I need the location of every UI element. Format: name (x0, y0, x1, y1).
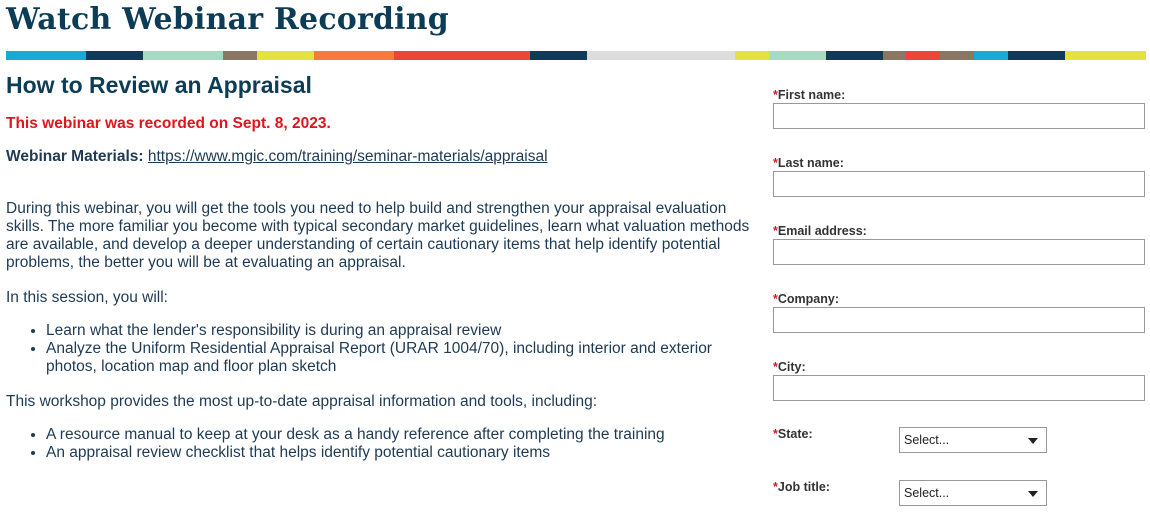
state-select-value: Select... (904, 433, 950, 447)
job-title-label-text: Job title: (777, 480, 830, 494)
list-item: • An appraisal review checklist that helps identify potential cautionary items (46, 444, 756, 462)
stripe-segment (826, 51, 883, 60)
stripe-segment (86, 51, 143, 60)
first-name-field[interactable] (773, 103, 1145, 129)
city-label (773, 360, 1145, 374)
job-title-select-value: Select... (904, 486, 950, 500)
city-row (773, 360, 1145, 401)
decorative-color-stripe (6, 51, 1146, 60)
stripe-segment (223, 51, 257, 60)
chevron-down-icon (1028, 438, 1038, 444)
city-label-text: City: (777, 360, 806, 374)
stripe-segment (314, 51, 394, 60)
list-item: • A resource manual to keep at your desk as a handy reference after completing the training (46, 426, 756, 444)
webinar-details (6, 72, 756, 462)
required-marker: * (773, 427, 778, 441)
stripe-segment (906, 51, 940, 60)
first-name-label-text: First name: (777, 88, 846, 102)
company-field[interactable] (773, 307, 1145, 333)
stripe-segment (974, 51, 1008, 60)
email-label (773, 224, 1145, 238)
session-list (6, 322, 756, 376)
required-marker: * (773, 480, 778, 494)
required-marker: * (773, 88, 778, 102)
webinar-materials (6, 148, 756, 166)
company-label (773, 292, 1145, 306)
stripe-segment (6, 51, 86, 60)
job-title-select[interactable] (899, 480, 1047, 506)
stripe-segment (735, 51, 769, 60)
state-label-text: State: (777, 427, 813, 441)
materials-link[interactable]: https://www.mgic.com/training/seminar-materials/appraisal (147, 148, 548, 165)
stripe-segment (394, 51, 530, 60)
last-name-label-text: Last name: (777, 156, 844, 170)
job-title-row (773, 480, 1146, 510)
chevron-down-icon (1028, 491, 1038, 497)
stripe-segment (883, 51, 906, 60)
last-name-field[interactable] (773, 171, 1145, 197)
session-intro: In this session, you will: (6, 289, 168, 306)
email-field[interactable] (773, 239, 1145, 265)
email-label-text: Email address: (777, 224, 867, 238)
email-row (773, 224, 1145, 265)
stripe-segment (530, 51, 587, 60)
recorded-date-note: This webinar was recorded on Sept. 8, 2023. (6, 115, 331, 132)
stripe-segment (143, 51, 223, 60)
state-row (773, 427, 1146, 457)
last-name-label (773, 156, 1145, 170)
required-marker: * (773, 224, 778, 238)
stripe-segment (1065, 51, 1146, 60)
state-select[interactable] (899, 427, 1047, 453)
workshop-list (6, 426, 756, 462)
materials-label: Webinar Materials: (6, 148, 144, 165)
city-field[interactable] (773, 375, 1145, 401)
last-name-row (773, 156, 1145, 197)
list-item: • Analyze the Uniform Residential Appraisal Report (URAR 1004/70), including interior and exterior photos, location map and floor plan sketch (46, 340, 756, 376)
stripe-segment (940, 51, 974, 60)
list-item: • Learn what the lender's responsibility is during an appraisal review (46, 322, 756, 340)
stripe-segment (587, 51, 735, 60)
required-marker: * (773, 360, 778, 374)
page-title: Watch Webinar Recording (6, 2, 449, 37)
required-marker: * (773, 156, 778, 170)
first-name-row (773, 88, 1145, 129)
company-label-text: Company: (777, 292, 839, 306)
required-marker: * (773, 292, 778, 306)
company-row (773, 292, 1145, 333)
first-name-label (773, 88, 1145, 102)
workshop-intro: This workshop provides the most up-to-date appraisal information and tools, including: (6, 393, 598, 410)
stripe-segment (769, 51, 826, 60)
webinar-heading: How to Review an Appraisal (6, 72, 312, 98)
intro-paragraph: During this webinar, you will get the tools you need to help build and strengthen your appraisal evaluation skills. The more familiar you become with typical secondary market guidelines, learn what valuation methods are available, and develop a deeper understanding of certain cautionary items that help identify potential problems, the better you will be at evaluating an appraisal. (6, 200, 750, 271)
stripe-segment (257, 51, 314, 60)
stripe-segment (1008, 51, 1065, 60)
